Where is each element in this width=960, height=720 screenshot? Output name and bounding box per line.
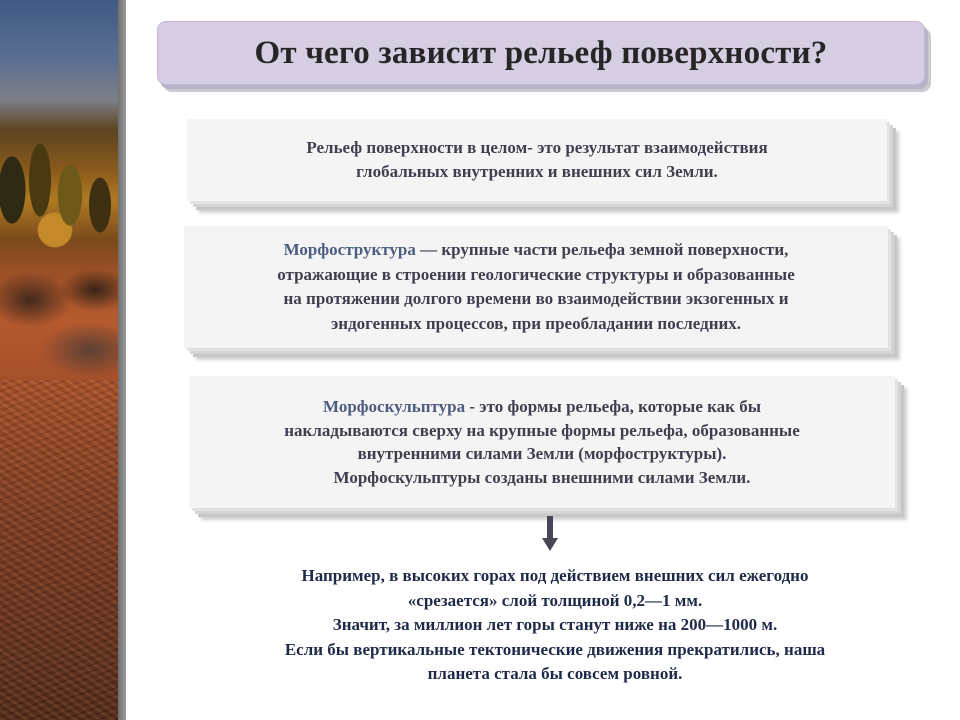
example-line-2: «срезается» слой толщиной 0,2—1 мм.	[407, 590, 703, 610]
example-line-5: планета стала бы совсем ровной.	[427, 664, 683, 683]
note3-text	[284, 395, 800, 489]
note2-line-3: на протяжении долгого времени во взаимодействии экзогенных и	[283, 289, 789, 308]
title-banner	[157, 21, 925, 85]
note3-line-3: внутренними силами Земли (морфоструктуры).	[357, 444, 727, 463]
example-line-1: Например, в высоких горах под действием внешних сил ежегодно	[301, 566, 809, 585]
note2-line-2: отражающие в строении геологические структуры и образованные	[277, 264, 795, 284]
note3-line-1-rest: - это формы рельефа, которые как бы	[465, 397, 761, 416]
example-line-3: Значит, за миллион лет горы станут ниже на 200—1000 м.	[332, 615, 778, 634]
relief-definition-note	[187, 119, 887, 201]
note3-line-1	[284, 395, 800, 419]
photo-divider	[118, 0, 126, 720]
note1-line-2: глобальных внутренних и внешних сил Земли.	[356, 162, 718, 181]
note1-line-1: Рельеф поверхности в целом- это результат взаимодействия	[306, 137, 768, 157]
note3-line-4: Морфоскульптуры созданы внешними силами Земли.	[333, 467, 751, 487]
page-title: От чего зависит рельеф поверхности?	[254, 34, 828, 71]
note2-line-1	[277, 238, 795, 263]
example-line-4: Если бы вертикальные тектонические движения прекратились, наша	[284, 639, 826, 659]
morphostructure-term: Морфоструктура	[283, 240, 416, 259]
morphostructure-note	[184, 226, 888, 348]
note2-line-4: эндогенных процессов, при преобладании последних.	[330, 313, 742, 333]
note3-line-2: накладываются сверху на крупные формы рельефа, образованные	[284, 420, 800, 440]
note1-text	[306, 136, 767, 185]
note2-text	[277, 238, 795, 336]
autumn-trees	[0, 110, 118, 260]
landscape-photo	[0, 0, 118, 720]
down-arrow-icon	[541, 516, 559, 552]
note2-line-1-rest: — крупные части рельефа земной поверхности,	[415, 240, 789, 259]
example-text-block	[170, 564, 940, 687]
morphosculpture-note	[189, 376, 895, 508]
red-ground	[0, 380, 118, 720]
morphosculpture-term: Морфоскульптура	[323, 397, 466, 416]
